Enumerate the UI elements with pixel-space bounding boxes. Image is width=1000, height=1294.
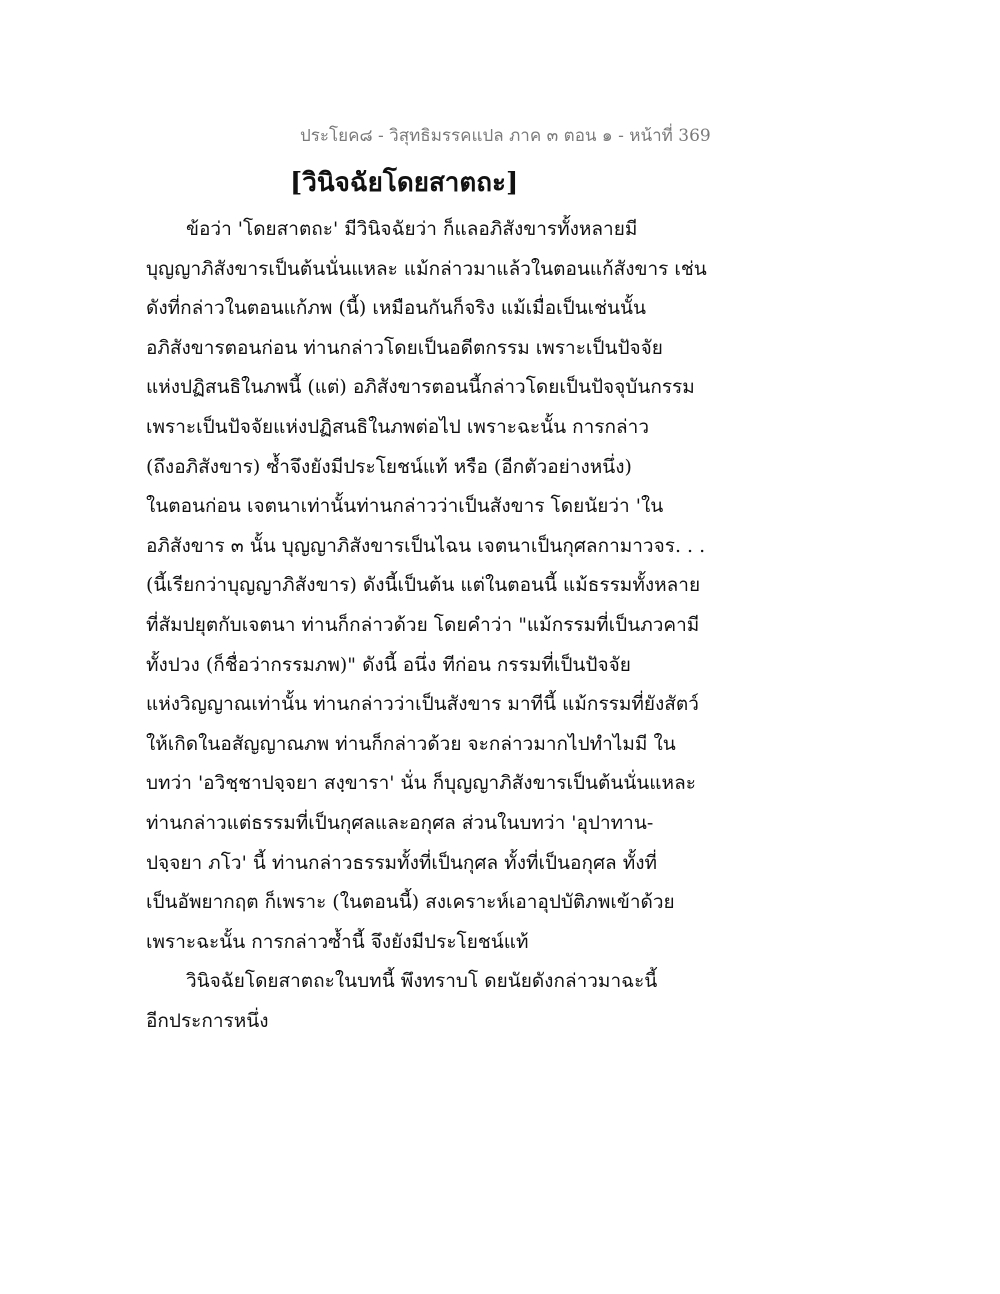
section-title: [วินิจฉัยโดยสาตถะ] (290, 168, 519, 198)
paragraph-line: ที่สัมปยุตกับเจตนา ท่านก็กล่าวด้วย โดยคำว่า "แม้กรรมที่เป็นภวคามี (146, 613, 700, 636)
paragraph-line: อภิสังขารตอนก่อน ท่านกล่าวโดยเป็นอดีตกรรม เพราะเป็นปัจจัย (146, 336, 663, 359)
paragraph-line: บุญญาภิสังขารเป็นต้นนั่นแหละ แม้กล่าวมาแล้วในตอนแก้สังขาร เช่น (146, 257, 707, 280)
running-header: ประโยค๘ - วิสุทธิมรรคแปล ภาค ๓ ตอน ๑ - หน้าที่ 369 (300, 126, 711, 146)
paragraph-line: วินิจฉัยโดยสาตถะในบทนี้ พึงทราบโ ดยนัยดังกล่าวมาฉะนี้ (186, 970, 658, 993)
paragraph-line: (นี้เรียกว่าบุญญาภิสังขาร) ดังนี้เป็นต้น แต่ในตอนนี้ แม้ธรรมทั้งหลาย (146, 574, 701, 597)
paragraph-line: ให้เกิดในอสัญญาณภพ ท่านก็กล่าวด้วย จะกล่าวมากไปทำไมมี ใน (146, 732, 676, 755)
paragraph-line: ข้อว่า 'โดยสาตถะ' มีวินิจฉัยว่า ก็แลอภิสังขารทั้งหลายมี (186, 218, 638, 240)
paragraph-line: บทว่า 'อวิชฺชาปจฺจยา สงฺขารา' นั่น ก็บุญญาภิสังขารเป็นต้นนั่นแหละ (146, 772, 696, 795)
paragraph-line: เพราะเป็นปัจจัยแห่งปฏิสนธิในภพต่อไป เพราะฉะนั้น การกล่าว (146, 415, 649, 438)
paragraph-line: (ถึงอภิสังขาร) ซ้ำจึงยังมีประโยชน์แท้ หรือ (อีกตัวอย่างหนึ่ง) (146, 455, 632, 478)
paragraph-line: ทั้งปวง (ก็ชื่อว่ากรรมภพ)" ดังนี้ อนึ่ง ทีก่อน กรรมที่เป็นปัจจัย (146, 653, 631, 676)
paragraph-line: แห่งปฏิสนธิในภพนี้ (แต่) อภิสังขารตอนนี้กล่าวโดยเป็นปัจจุบันกรรม (146, 376, 695, 399)
paragraph-line: เพราะฉะนั้น การกล่าวซ้ำนี้ จึงยังมีประโยชน์แท้ (146, 930, 529, 953)
paragraph-line: อภิสังขาร ๓ นั้น บุญญาภิสังขารเป็นไฉน เจตนาเป็นกุศลกามาวจร. . . (146, 534, 706, 557)
paragraph-line: ปจฺจยา ภโว' นี้ ท่านกล่าวธรรมทั้งที่เป็นกุศล ทั้งที่เป็นอกุศล ทั้งที่ (146, 851, 658, 874)
paragraph-line: เป็นอัพยากฤต ก็เพราะ (ในตอนนี้) สงเคราะห์เอาอุปบัติภพเข้าด้วย (146, 891, 675, 914)
paragraph-line: ในตอนก่อน เจตนาเท่านั้นท่านกล่าวว่าเป็นสังขาร โดยนัยว่า 'ใน (146, 495, 664, 518)
paragraph-line: อีกประการหนึ่ง (146, 1009, 269, 1032)
paragraph-line: ดังที่กล่าวในตอนแก้ภพ (นี้) เหมือนกันก็จริง แม้เมื่อเป็นเช่นนั้น (146, 297, 647, 320)
paragraph-line: แห่งวิญญาณเท่านั้น ท่านกล่าวว่าเป็นสังขาร มาทีนี้ แม้กรรมที่ยังสัตว์ (146, 693, 699, 716)
paragraph-line: ท่านกล่าวแต่ธรรมที่เป็นกุศลและอกุศล ส่วนในบทว่า 'อุปาทาน- (146, 811, 654, 834)
body-text (146, 210, 721, 1041)
